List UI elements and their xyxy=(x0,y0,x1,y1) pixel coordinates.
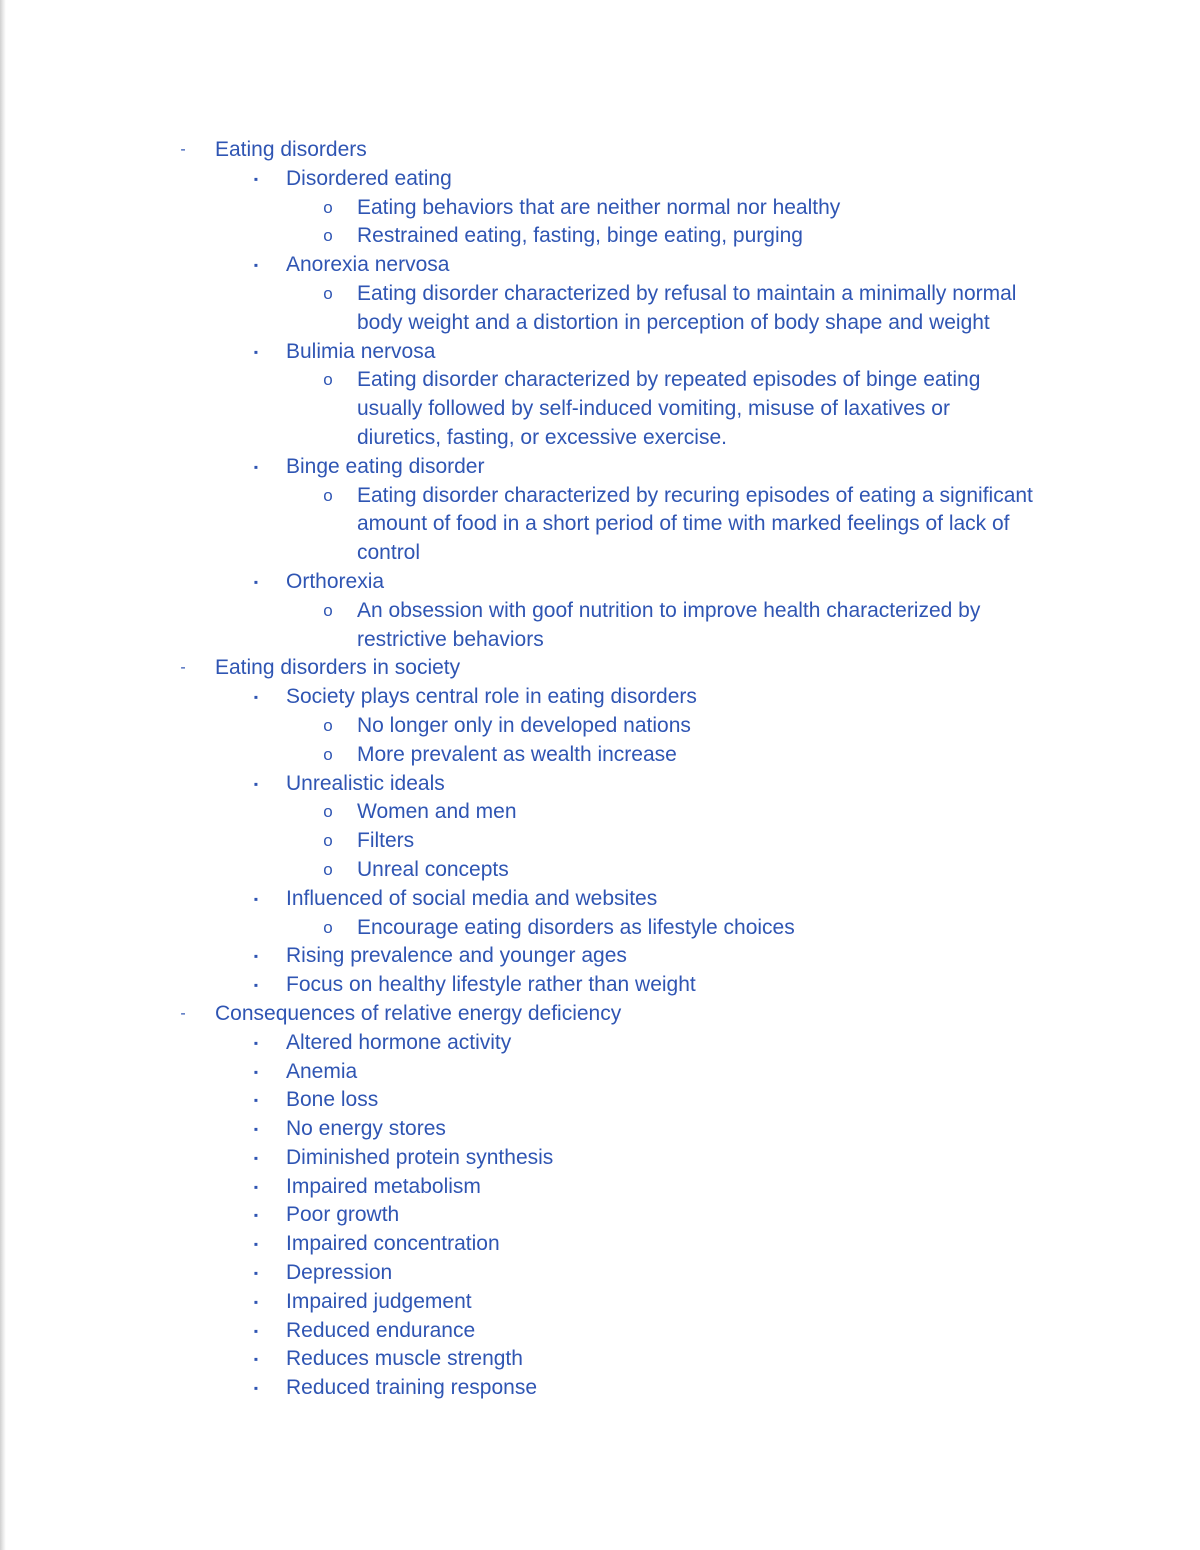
dash-bullet-icon: - xyxy=(180,659,186,677)
outline-item-level-3 xyxy=(0,222,1200,251)
outline-item-text: Influenced of social media and websites xyxy=(286,886,658,910)
square-bullet-icon: ▪ xyxy=(253,776,259,791)
square-bullet-icon: ▪ xyxy=(253,574,259,589)
outline-item-text: Unrealistic ideals xyxy=(286,771,445,795)
square-bullet-icon: ▪ xyxy=(253,1093,259,1108)
outline-item-level-2 xyxy=(0,1288,1200,1317)
outline-item-level-1 xyxy=(0,1000,1200,1029)
outline-item-level-2 xyxy=(0,568,1200,597)
outline-item-text: Altered hormone activity xyxy=(286,1030,512,1054)
outline-item-text: Poor growth xyxy=(286,1203,400,1227)
outline-item-text: Eating disorder characterized by recuring episodes of eating a significant xyxy=(357,483,1033,507)
square-bullet-icon: ▪ xyxy=(253,1122,259,1137)
outline-item-text: Impaired concentration xyxy=(286,1232,500,1256)
square-bullet-icon: ▪ xyxy=(253,1179,259,1194)
circle-bullet-icon: o xyxy=(323,917,333,937)
square-bullet-icon: ▪ xyxy=(253,1064,259,1079)
outline-item-text: Eating disorder characterized by repeated episodes of binge eating xyxy=(357,368,981,392)
outline-item-text: Unreal concepts xyxy=(357,857,509,881)
outline-item-level-2 xyxy=(0,1201,1200,1230)
outline-item-text: Depression xyxy=(286,1261,393,1285)
dash-bullet-icon: - xyxy=(180,1004,186,1022)
square-bullet-icon: ▪ xyxy=(253,344,259,359)
outline-item-level-3 xyxy=(0,597,1200,626)
outline-item-text: Society plays central role in eating disorders xyxy=(286,685,697,709)
outline-item-text: Impaired judgement xyxy=(286,1289,472,1313)
outline-item-level-3 xyxy=(0,856,1200,885)
square-bullet-icon: ▪ xyxy=(253,690,259,705)
square-bullet-icon: ▪ xyxy=(253,1323,259,1338)
square-bullet-icon: ▪ xyxy=(253,1208,259,1223)
outline-item-text: Anemia xyxy=(286,1059,358,1083)
outline-item-level-3 xyxy=(0,741,1200,770)
outline-item-text: Focus on healthy lifestyle rather than weight xyxy=(286,973,696,997)
outline-item-text: Reduced endurance xyxy=(286,1318,476,1342)
outline-item-text: diuretics, fasting, or excessive exercise. xyxy=(357,425,727,449)
outline-item-level-2 xyxy=(0,1029,1200,1058)
square-bullet-icon: ▪ xyxy=(253,258,259,273)
square-bullet-icon: ▪ xyxy=(253,1266,259,1281)
outline-item-continuation xyxy=(0,424,1200,453)
outline-item-text: Diminished protein synthesis xyxy=(286,1145,554,1169)
outline-item-continuation xyxy=(0,539,1200,568)
square-bullet-icon: ▪ xyxy=(253,978,259,993)
outline-item-text: Reduced training response xyxy=(286,1376,537,1400)
outline-item-text: Binge eating disorder xyxy=(286,454,485,478)
square-bullet-icon: ▪ xyxy=(253,1294,259,1309)
outline-item-continuation xyxy=(0,510,1200,539)
outline-item-level-3 xyxy=(0,712,1200,741)
outline-item-text: Impaired metabolism xyxy=(286,1174,481,1198)
outline-item-level-3 xyxy=(0,827,1200,856)
outline-item-text: Eating disorders in society xyxy=(215,656,461,680)
outline-item-continuation xyxy=(0,395,1200,424)
square-bullet-icon: ▪ xyxy=(253,1381,259,1396)
outline-item-level-2 xyxy=(0,1230,1200,1259)
outline-item-level-2 xyxy=(0,1144,1200,1173)
outline-item-text: Eating behaviors that are neither normal nor healthy xyxy=(357,195,841,219)
circle-bullet-icon: o xyxy=(323,831,333,851)
outline-item-level-2 xyxy=(0,683,1200,712)
dash-bullet-icon: - xyxy=(180,141,186,158)
outline-item-level-2 xyxy=(0,1173,1200,1202)
outline-item-text: Eating disorder characterized by refusal to maintain a minimally normal xyxy=(357,281,1017,305)
outline-item-level-1 xyxy=(0,654,1200,683)
square-bullet-icon: ▪ xyxy=(253,1352,259,1367)
outline-item-text: An obsession with goof nutrition to improve health characterized by xyxy=(357,598,981,622)
outline-item-continuation xyxy=(0,626,1200,655)
outline-item-level-2 xyxy=(0,1317,1200,1346)
circle-bullet-icon: o xyxy=(323,600,333,620)
square-bullet-icon: ▪ xyxy=(253,891,259,906)
outline-item-level-3 xyxy=(0,280,1200,309)
outline-item-text: More prevalent as wealth increase xyxy=(357,742,677,766)
outline-item-level-2 xyxy=(0,165,1200,194)
outline-item-text: Rising prevalence and younger ages xyxy=(286,944,627,968)
outline-item-text: Encourage eating disorders as lifestyle choices xyxy=(357,915,795,939)
square-bullet-icon: ▪ xyxy=(253,459,259,474)
square-bullet-icon: ▪ xyxy=(253,1150,259,1165)
outline-item-level-2 xyxy=(0,942,1200,971)
circle-bullet-icon: o xyxy=(323,197,333,217)
circle-bullet-icon: o xyxy=(323,370,333,390)
outline-item-text: Disordered eating xyxy=(286,166,452,190)
outline-item-level-2 xyxy=(0,338,1200,367)
outline-item-level-2 xyxy=(0,251,1200,280)
outline-item-level-3 xyxy=(0,798,1200,827)
outline-item-text: control xyxy=(357,541,421,565)
outline-item-text: amount of food in a short period of time with marked feelings of lack of xyxy=(357,512,1010,536)
outline-item-text: No energy stores xyxy=(286,1117,446,1141)
outline-item-level-2 xyxy=(0,1058,1200,1087)
outline-item-text: Bulimia nervosa xyxy=(286,339,436,363)
square-bullet-icon: ▪ xyxy=(253,171,259,186)
outline-item-level-2 xyxy=(0,1259,1200,1288)
outline-item-text: Restrained eating, fasting, binge eating, purging xyxy=(357,224,803,248)
square-bullet-icon: ▪ xyxy=(253,1237,259,1252)
outline-item-level-2 xyxy=(0,1115,1200,1144)
outline-item-text: usually followed by self-induced vomiting, misuse of laxatives or xyxy=(357,397,950,421)
circle-bullet-icon: o xyxy=(323,715,333,735)
document-body xyxy=(0,136,1200,1403)
square-bullet-icon: ▪ xyxy=(253,1035,259,1050)
outline-item-text: Reduces muscle strength xyxy=(286,1347,523,1371)
outline-item-text: body weight and a distortion in perception of body shape and weight xyxy=(357,310,990,334)
circle-bullet-icon: o xyxy=(323,283,333,303)
outline-item-level-2 xyxy=(0,1374,1200,1403)
outline-item-text: Orthorexia xyxy=(286,569,385,593)
circle-bullet-icon: o xyxy=(323,485,333,505)
outline-item-level-3 xyxy=(0,914,1200,943)
outline-item-text: Women and men xyxy=(357,800,517,824)
outline-item-text: restrictive behaviors xyxy=(357,627,544,651)
circle-bullet-icon: o xyxy=(323,226,333,246)
outline-item-level-2 xyxy=(0,453,1200,482)
outline-item-text: Eating disorders xyxy=(215,138,367,161)
outline-item-level-1 xyxy=(0,136,1200,165)
outline-item-text: Bone loss xyxy=(286,1088,379,1112)
outline-item-level-2 xyxy=(0,1345,1200,1374)
circle-bullet-icon: o xyxy=(323,802,333,822)
outline-item-level-2 xyxy=(0,770,1200,799)
outline-item-continuation xyxy=(0,309,1200,338)
outline-item-level-3 xyxy=(0,482,1200,511)
outline-item-text: Filters xyxy=(357,829,415,853)
outline-item-level-2 xyxy=(0,971,1200,1000)
square-bullet-icon: ▪ xyxy=(253,949,259,964)
outline-item-level-2 xyxy=(0,885,1200,914)
outline-item-text: Consequences of relative energy deficiency xyxy=(215,1001,622,1025)
outline-item-text: No longer only in developed nations xyxy=(357,713,691,737)
outline-item-text: Anorexia nervosa xyxy=(286,253,450,277)
outline-item-level-3 xyxy=(0,194,1200,223)
outline-item-level-3 xyxy=(0,366,1200,395)
circle-bullet-icon: o xyxy=(323,859,333,879)
circle-bullet-icon: o xyxy=(323,744,333,764)
outline-item-level-2 xyxy=(0,1086,1200,1115)
